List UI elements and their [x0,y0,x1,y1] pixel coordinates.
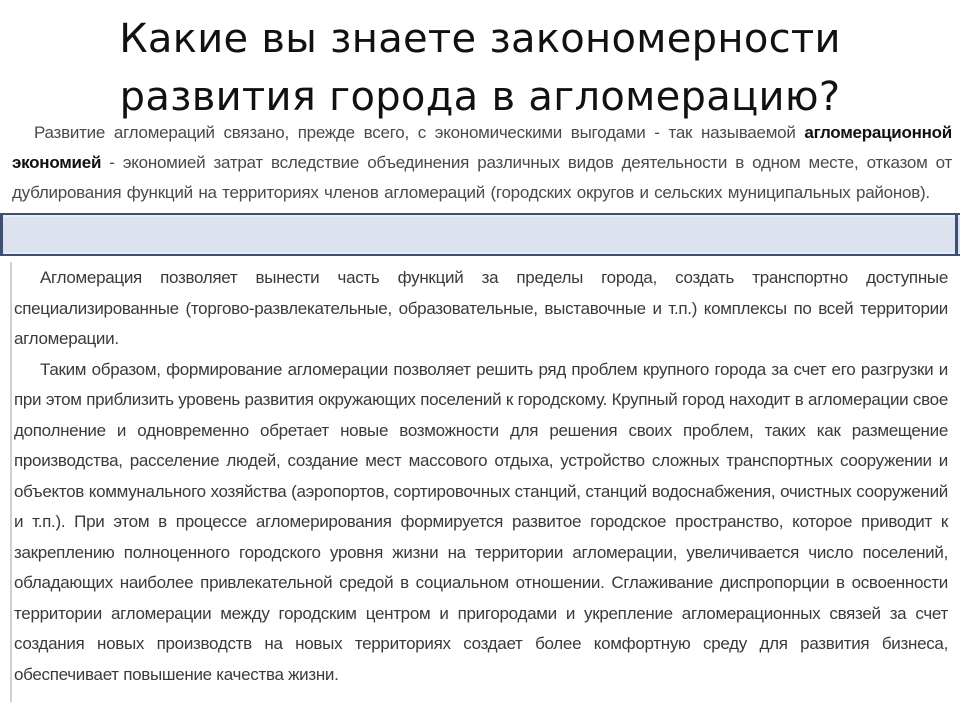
intro-paragraph [12,118,952,208]
scan-left-edge [10,262,12,702]
slide-title [0,10,960,126]
intro-text [12,118,952,208]
body-text [14,263,948,690]
intro-bold-term: агломерационной экономией [12,123,952,172]
divider-band [0,213,960,256]
intro-text-part-2: - экономией затрат вследствие объединения различных видов деятельности в одном месте, отказом от дублирования функций на территориях членов агломераций (городских округов и сельских муниципальных районов). [12,153,952,202]
slide-title-line-1: Какие вы знаете закономерности [119,16,841,62]
intro-text-part-1: Развитие агломераций связано, прежде всего, с экономическими выгодами - так называемой [34,123,805,142]
slide-title-line-2: развития города в агломерацию? [119,74,841,120]
divider-band-left-edge [0,213,3,256]
body-paragraph-2: Таким образом, формирование агломерации позволяет решить ряд проблем крупного города за счет его разгрузки и при этом приблизить уровень развития окружающих поселений к городскому. Крупный город находит в агломерации свое дополнение и одновременно обретает новые возможности для решения своих проблем, таких как размещение производства, расселение людей, создание мест массового отдыха, устройство сложных транспортных сооружении и объектов коммунального хозяйства (аэропортов, сортировочных станций, станций водоснабжения, очистных сооружений и т.п.). При этом в процессе агломерирования формируется развитое городское пространство, которое приводит к закреплению полноценного городского уровня жизни на территории агломерации, увеличивается число поселений, обладающих наиболее привлекательной средой в социальном отношении. Сглаживание диспропорции в освоенности территории агломерации между городским центром и пригородами и укрепление агломерационных связей за счет создания новых производств на новых территориях создает более комфортную среду для развития бизнеса, обеспечивает повышение качества жизни. [14,359,948,684]
divider-band-fill [0,217,960,252]
divider-band-right-edge [955,213,958,256]
body-paragraph-1: Агломерация позволяет вынести часть функций за пределы города, создать транспортно доступные специализированные (торгово-развлекательные, образовательные, выставочные и т.п.) комплексы по всей территории агломерации. [14,268,948,348]
